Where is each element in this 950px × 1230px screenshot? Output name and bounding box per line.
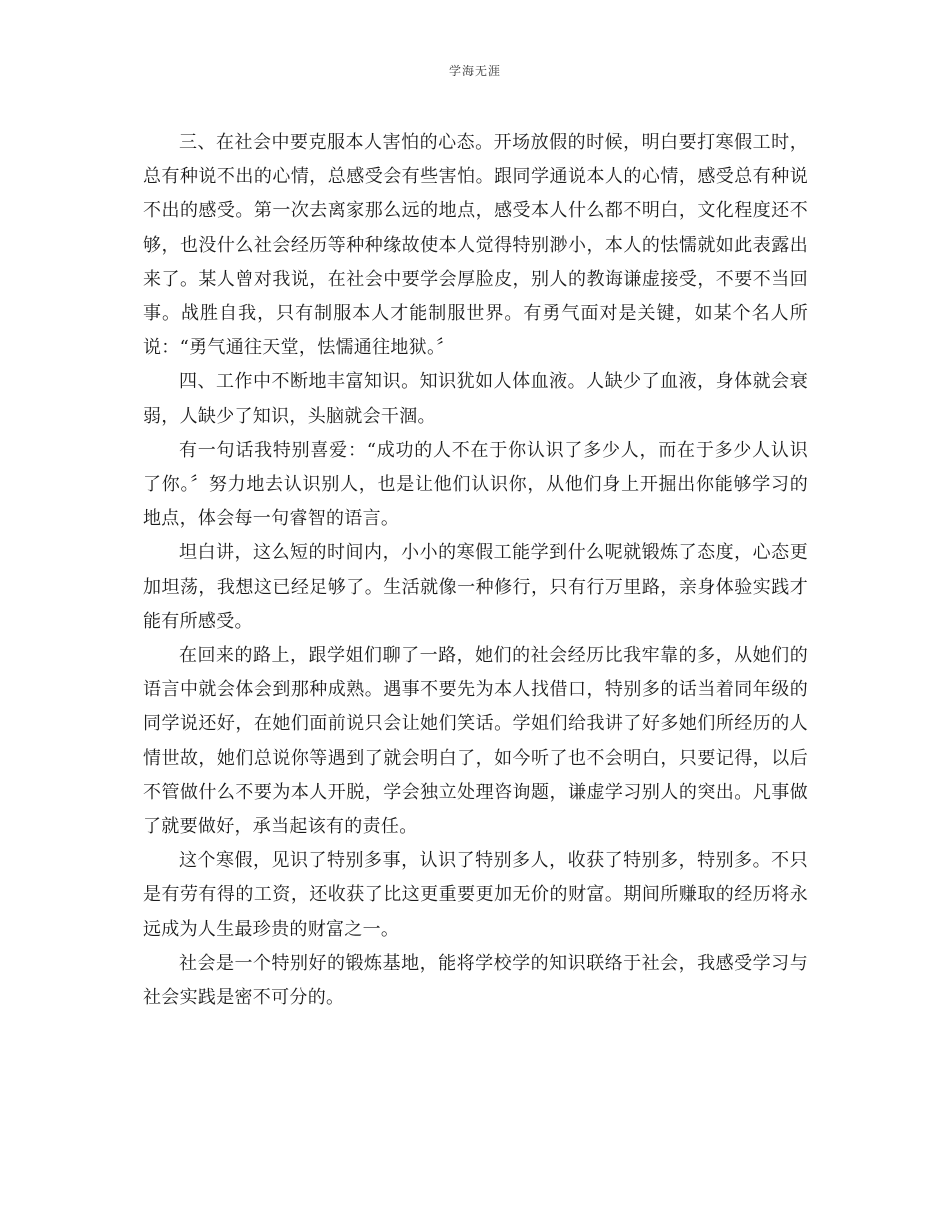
page-header: 学海无涯 xyxy=(448,64,501,78)
paragraph: 在回来的路上，跟学姐们聊了一路，她们的社会经历比我牢靠的多，从她们的语言中就会体会到那种成熟。遇事不要先为本人找借口，特别多的话当着同年级的同学说还好，在她们面前说只会让她们笑话。学姐们给我讲了好多她们所经历的人情世故，她们总说你等遇到了就会明白了，如今听了也不会明白，只要记得，以后不管做什么不要为本人开脱，学会独立处理咨询题，谦虚学习别人的突出。凡事做了就要做好，承当起该有的责任。 xyxy=(143,645,808,838)
paragraph: 社会是一个特别好的锻炼基地，能将学校学的知识联络于社会，我感受学习与社会实践是密不可分的。 xyxy=(143,952,808,1009)
paragraph: 四、工作中不断地丰富知识。知识犹如人体血液。人缺少了血液，身体就会衰弱，人缺少了知识，头脑就会干涸。 xyxy=(143,371,808,427)
paragraph: 三、在社会中要克服本人害怕的心态。开场放假的时候，明白要打寒假工时，总有种说不出的心情，总感受会有些害怕。跟同学通说本人的心情，感受总有种说不出的感受。第一次去离家那么远的地点，感受本人什么都不明白，文化程度还不够，也没什么社会经历等种种缘故使本人觉得特别渺小，本人的怯懦就如此表露出来了。某人曾对我说，在社会中要学会厚脸皮，别人的教诲谦虚接受，不要不当回事。战胜自我，只有制服本人才能制服世界。有勇气面对是关键，如某个名人所说：“勇气通往天堂，怯懦通往地狱。〞 xyxy=(143,132,808,359)
paragraph: 坦白讲，这么短的时间内，小小的寒假工能学到什么呢就锻炼了态度，心态更加坦荡，我想这已经足够了。生活就像一种修行，只有行万里路，亲身体验实践才能有所感受。 xyxy=(143,542,808,632)
document-body xyxy=(143,126,808,1015)
paragraph: 有一句话我特别喜爱：“成功的人不在于你认识了多少人，而在于多少人认识了你。〞努力地去认识别人，也是让他们认识你，从他们身上开掘出你能够学习的地点，体会每一句睿智的语言。 xyxy=(143,439,808,530)
paragraph: 这个寒假，见识了特别多事，认识了特别多人，收获了特别多，特别多。不只是有劳有得的工资，还收获了比这更重要更加无价的财富。期间所赚取的经历将永远成为人生最珍贵的财富之一。 xyxy=(143,850,808,940)
